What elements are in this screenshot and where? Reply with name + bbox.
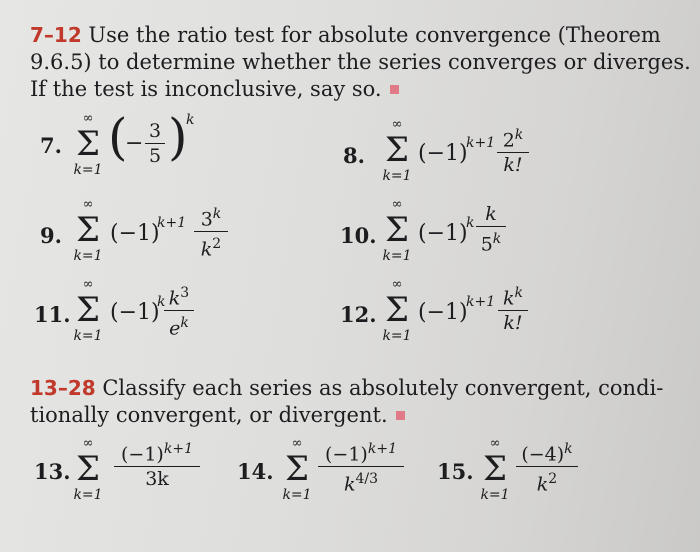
instruction-line-2: tionally convergent, or divergent. [30, 403, 388, 427]
summation-sign: ∞ Σ k=1 [73, 111, 103, 178]
summation-sign: ∞ Σ k=1 [480, 436, 510, 503]
problem-number: 11. [34, 302, 71, 327]
fraction: $(-1)^{k+1}$ $k^{4/3}$ [318, 438, 404, 496]
right-paren: ) [168, 108, 188, 166]
exponent: k+1 [466, 294, 496, 310]
fraction: 2$^k$ k! [497, 124, 529, 176]
fraction: $(-1)^{k+1}$ 3k [114, 438, 200, 490]
problem-number: 13. [34, 459, 71, 484]
summation-sign: ∞ Σ k=1 [382, 197, 412, 264]
exponent: k+1 [157, 215, 187, 231]
summation-sign: ∞ Σ k=1 [382, 117, 412, 184]
problem-number: 15. [437, 459, 474, 484]
instruction-line-1: Classify each series as absolutely convergent, condi- [95, 376, 664, 400]
fraction: $(-4)^k$ $k^2$ [516, 438, 578, 496]
instruction-line-1: Use the ratio test for absolute convergence (Theorem [81, 23, 661, 47]
summation-sign: ∞ Σ k=1 [282, 436, 312, 503]
alternating-base: (−1) [418, 141, 468, 166]
fraction: $k^k$ k! [498, 282, 528, 334]
exponent: k+1 [466, 135, 496, 151]
problem-number: 7. [40, 133, 62, 158]
instruction-line-2: 9.6.5) to determine whether the series converges or diverges. [30, 50, 691, 74]
left-paren: ( [108, 108, 128, 166]
fraction: 3$^k$ $k^2$ [194, 203, 228, 261]
fraction: 3 5 [145, 120, 165, 167]
instruction-line-3: If the test is inconclusive, say so. [30, 77, 382, 101]
summation-sign: ∞ Σ k=1 [73, 197, 103, 264]
minus-sign: − [125, 131, 144, 156]
alternating-base: (−1) [110, 221, 160, 246]
alternating-base: (−1) [418, 300, 468, 325]
end-marker-icon [396, 411, 405, 420]
problem-number: 9. [40, 223, 62, 248]
problem-number: 14. [237, 459, 274, 484]
exponent: k [157, 294, 166, 310]
problem-range-7-12: 7–12 [30, 23, 82, 47]
fraction: $k^3$ $e^k$ [164, 282, 194, 340]
problem-number: 10. [340, 223, 377, 248]
section-13-28-instructions [30, 375, 663, 429]
alternating-base: (−1) [418, 221, 468, 246]
end-marker-icon [390, 85, 399, 94]
exponent: k [186, 112, 195, 128]
summation-sign: ∞ Σ k=1 [73, 277, 103, 344]
section-7-12-instructions [30, 22, 691, 103]
problem-range-13-28: 13–28 [30, 376, 96, 400]
fraction: k 5$^k$ [476, 203, 506, 255]
alternating-base: (−1) [110, 300, 160, 325]
summation-sign: ∞ Σ k=1 [73, 436, 103, 503]
problem-number: 8. [343, 143, 365, 168]
summation-sign: ∞ Σ k=1 [382, 277, 412, 344]
exponent: k [466, 215, 475, 231]
problem-number: 12. [340, 302, 377, 327]
